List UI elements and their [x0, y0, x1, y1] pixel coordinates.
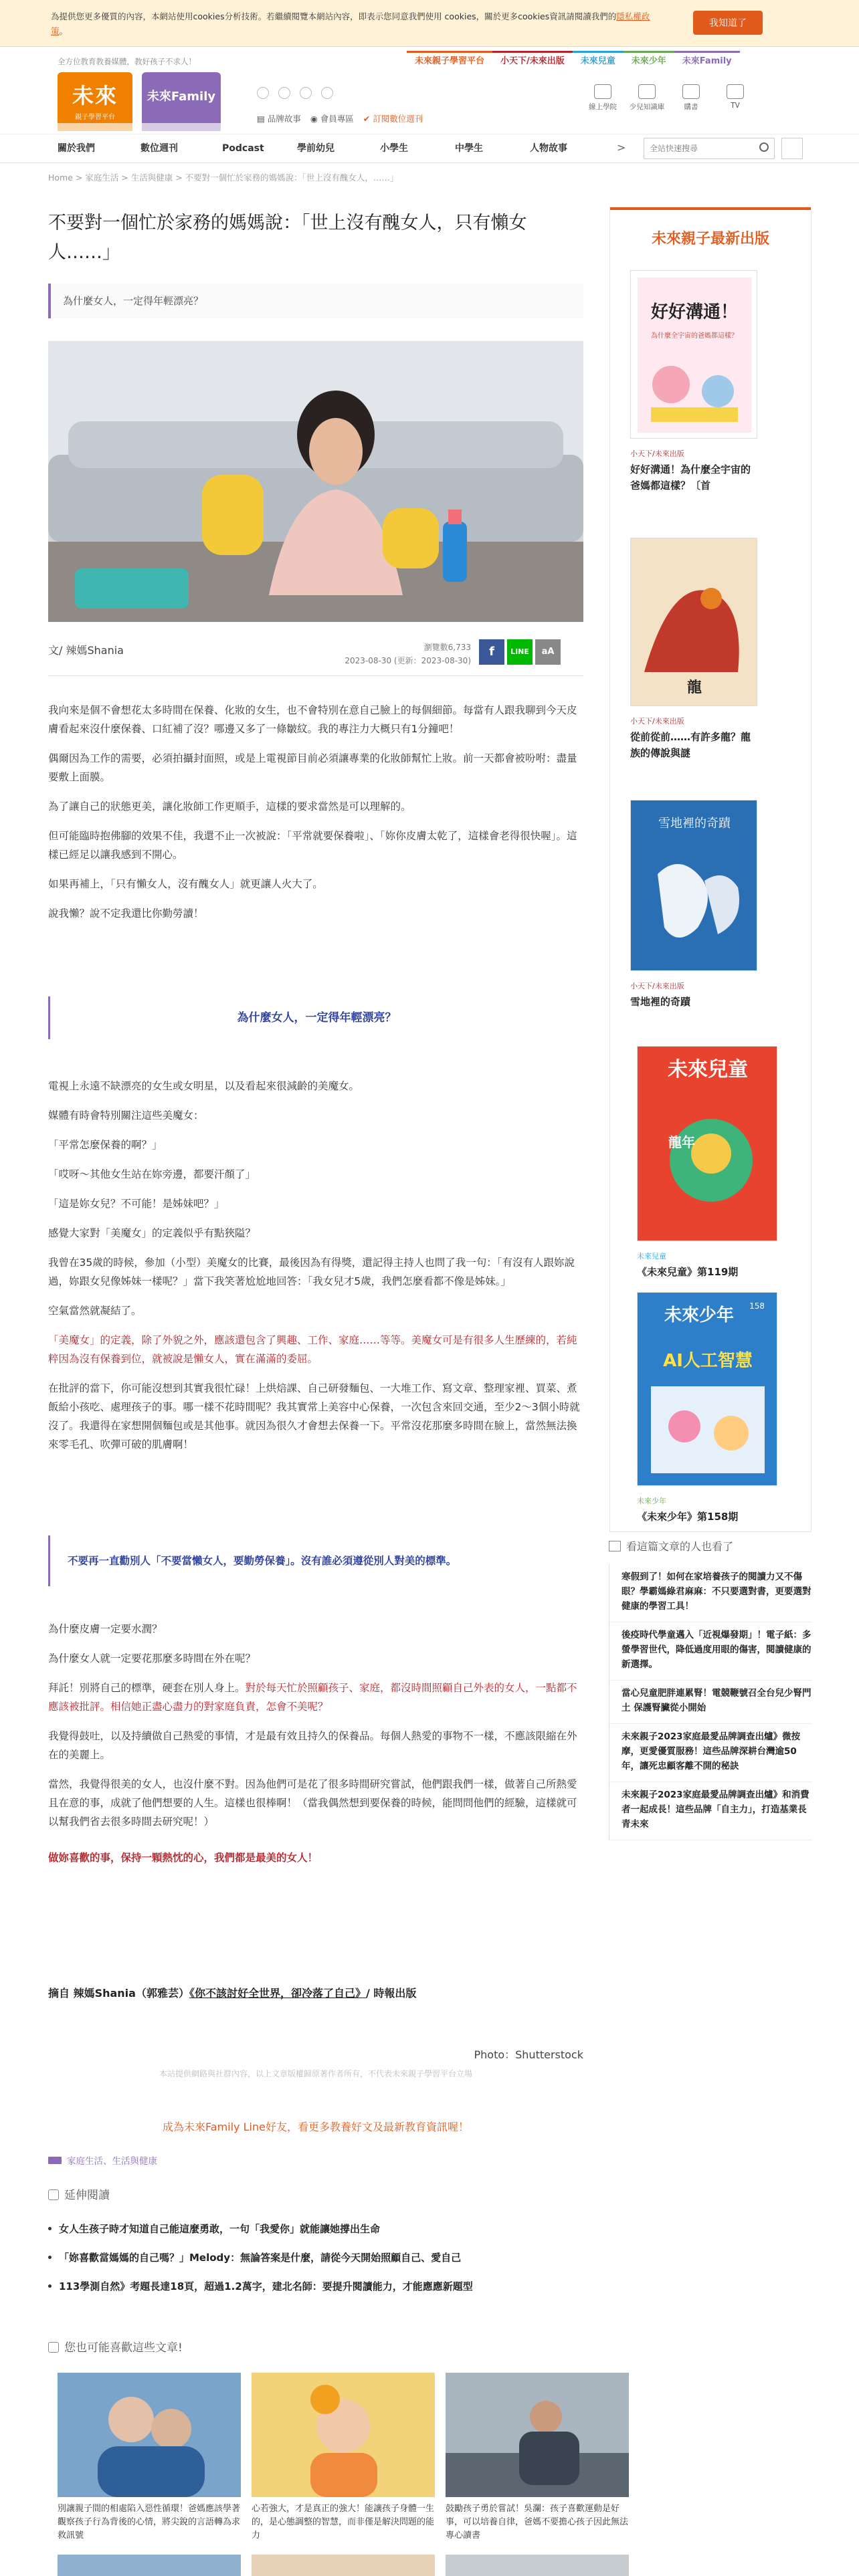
subscribe-link[interactable] [363, 112, 423, 124]
paragraph [48, 1679, 583, 1716]
line-friend-link[interactable]: 成為未來Family Line好友，看更多教養好文及最新教育資訊喔！ [163, 2121, 469, 2133]
privacy-policy-link[interactable]: 隱私權政策 [51, 11, 650, 36]
magazine2-issue: 158 [749, 1301, 765, 1311]
reader-icon [609, 1541, 621, 1551]
view-count: 瀏覽數6,733 [423, 643, 471, 652]
also-read-item[interactable]: 寒假到了！如何在家培養孩子的閱讀力又不傷眼？學霸媽綠君麻麻：不只要選對書，更要選對健康的學習工具！ [609, 1564, 812, 1622]
book-title: 從前從前……有許多龍？龍族的傳說與謎 [630, 731, 751, 759]
facebook-icon[interactable] [257, 87, 269, 99]
extended-reading-item[interactable]: 女人生孩子時才知道自己能這麼勇敢，一句「我愛你」就能讓她撐出生命 [48, 2222, 583, 2236]
extended-reading-item[interactable]: 「妳喜歡當媽媽的自己嗎？」Melody：無論答案是什麼，請從今天開始照顧自己、愛自己 [48, 2250, 583, 2264]
also-read-heading [609, 1538, 812, 1553]
recommend-card[interactable] [252, 2373, 435, 2543]
paragraph: 說我懶？說不定我還比你勤勞讀！ [48, 907, 204, 920]
also-read-item[interactable]: 未來親子2023家庭最愛品牌調查出爐》和消費者一起成長！這些品牌「自主力」，打造基業長青未來 [609, 1782, 812, 1840]
nav-item[interactable]: 小學生 [380, 143, 408, 154]
nav-item[interactable]: 學前幼兒 [297, 143, 335, 154]
card-image[interactable] [252, 2555, 435, 2576]
paragraph: 「平常怎麼保養的啊？」 [48, 1139, 163, 1151]
paragraph: 偶爾因為工作的需要，必須拍攝封面照，或是上電視節目前必須讓專業的化妝師幫忙上妝。前一天都會被吩咐：盡量要敷上面膜。 [48, 752, 577, 783]
service-link[interactable] [713, 84, 757, 112]
logo-subtext: 親子學習平台 [75, 114, 115, 121]
card-image [252, 2373, 435, 2497]
extended-heading-label: 延伸閱讀 [64, 2189, 110, 2202]
highlight-text: 對於每天忙於照顧孩子、家庭，都沒時間照顧自己外表的女人，一點都不應該被批評。相信她正盡心盡力的對家庭負責，怎會不美呢？ [48, 1682, 577, 1713]
extended-reading-heading [48, 2185, 110, 2202]
book-item[interactable] [630, 270, 757, 494]
cookie-suffix: 。 [59, 26, 68, 36]
accept-cookies-button[interactable]: 我知道了 [693, 11, 763, 35]
also-read-item[interactable]: 未來親子2023家庭最愛品牌調查出爐》微按摩，更愛優質服務！這些品牌深耕台灣逾50年，讓死忠顧客離不開的秘訣 [609, 1724, 812, 1782]
font-size-icon[interactable]: aA [535, 639, 561, 665]
recommend-heading-label: 您也可能喜歡這些文章! [64, 2341, 183, 2355]
site-slogan: 全方位教育教養媒體，教好孩子不求人！ [58, 57, 196, 66]
family-logo-underbar [142, 123, 221, 131]
book-item[interactable] [630, 800, 757, 1010]
book3-cover-title: 雪地裡的奇蹟 [658, 817, 731, 831]
facebook-share-icon[interactable]: f [479, 639, 504, 665]
recommend-heading [48, 2338, 183, 2355]
publish-date: 2023-08-30 (更新：2023-08-30) [345, 656, 471, 665]
book1-subtitle: 為什麼全宇宙的爸媽都這樣？ [651, 332, 738, 340]
recommend-card[interactable] [446, 2373, 629, 2543]
article-meta [325, 641, 471, 667]
pull-quote-2: 不要再一直勸別人「不要當懶女人，要勤勞保養」。沒有誰必須遵從別人對美的標準。 [48, 1535, 583, 1586]
book-cover [630, 800, 757, 971]
weilai-logo[interactable] [58, 72, 132, 123]
magazine1-topic: 龍年 [668, 1134, 695, 1150]
pull-quote-1: 為什麼女人，一定得年輕漂亮？ [48, 996, 583, 1039]
magazine2-topic: AI人工智慧 [663, 1351, 753, 1371]
nav-items [58, 134, 617, 163]
magazine-brand: 未來少年 [637, 1497, 666, 1505]
tv-icon [727, 84, 744, 99]
meta-divider [48, 675, 583, 676]
cookie-message: 為提供您更多優質的內容，本網站使用cookies分析技術。若繼續閱覽本網站內容，即表示您同意我們使用 cookies，關於更多cookies資訊請閱讀我們的 [51, 11, 617, 21]
nav-item[interactable]: 人物故事 [530, 143, 567, 154]
paragraph: 如果再補上，「只有懶女人，沒有醜女人」就更讓人火大了。 [48, 878, 323, 890]
brand-tab[interactable]: 未來少年 [624, 51, 674, 68]
search-input[interactable] [650, 142, 750, 155]
paragraph: 「哎呀～其他女生站在妳旁邊，都要汗顏了」 [48, 1168, 256, 1180]
main-nav [0, 134, 859, 163]
paragraph: 「這是妳女兒？不可能！是姊妹吧？」 [48, 1198, 225, 1210]
thumbs-icon [48, 2342, 59, 2353]
latest-publications-sidebar [610, 207, 811, 1531]
photo-credit: Photo：Shutterstock [474, 2048, 583, 2061]
also-read-item[interactable]: 當心兒童肥胖連累腎！電競鞭號召全台兒少腎門土 保護腎臟從小開始 [609, 1681, 812, 1724]
extended-reading-list [48, 2222, 583, 2308]
family-logo-text: 未來Family [147, 90, 216, 104]
magazine-cover [637, 1292, 777, 1486]
paragraph: 為了讓自己的狀態更美，讓化妝師工作更順手，這樣的要求當然是可以理解的。 [48, 800, 411, 813]
paragraph: 當然，我覺得很美的女人，也沒什麼不對。因為他們可是花了很多時間研究嘗試，他們跟我們一樣，做著自己所熱愛且在意的事，成就了他們想要的人生。這樣也很棒啊！（當我偶然想到要保養的時候，能問問他們的經驗，這樣就可以幫我們省去很多時間去研究呢！） [48, 1778, 577, 1828]
disclaimer: 本站提供網路與社群內容，以上文章版權歸原著作者所有，不代表未來親子學習平台立場 [159, 2069, 472, 2078]
subscribe-label: 訂閱數位週刊 [373, 114, 423, 124]
book-cover [630, 538, 757, 706]
logo-text: 未來 [72, 83, 118, 108]
paragraph: 空氣當然就凝結了。 [48, 1305, 142, 1317]
nav-item[interactable]: 數位週刊 [140, 143, 178, 154]
check-icon: ✔ [363, 114, 371, 124]
extended-reading-item[interactable]: 113學測自然》考題長達18頁，超過1.2萬字，建北名師：要提升閱讀能力，才能應應新題型 [48, 2279, 583, 2293]
article-body-part1 [48, 701, 583, 934]
book-publisher: 小天下/未來出版 [630, 982, 684, 990]
recommend-card[interactable] [58, 2373, 241, 2543]
card-image[interactable] [58, 2555, 241, 2576]
service-icons [581, 84, 757, 112]
article-author: 文/ 辣媽Shania [48, 644, 124, 657]
tag-links[interactable]: 家庭生活、生活與健康 [67, 2156, 157, 2167]
sidebar-heading: 未來親子最新出版 [651, 231, 769, 247]
academy-icon [594, 84, 611, 99]
family-logo[interactable] [142, 72, 221, 123]
service-link[interactable] [581, 84, 625, 112]
book-icon: ▤ [257, 114, 265, 124]
book-publisher: 小天下/未來出版 [630, 717, 684, 726]
magazine-brand: 未來兒童 [637, 1252, 666, 1261]
paragraph: 我覺得鼓吐，以及持續做自己熱愛的事情，才是最有效且持久的保養品。每個人熱愛的事物不一樣，不應該限縮在外在的美麗上。 [48, 1730, 577, 1761]
also-read-item[interactable]: 後疫時代學童邁入「近視爆發期」！電子紙：多螢學習世代，降低過度用眼的傷害，閱讀健康的新選擇。 [609, 1622, 812, 1681]
breadcrumb: Home > 家庭生活 > 生活與健康 > 不要對一個忙於家務的媽媽說：「世上沒有醜女人，……」 [48, 173, 399, 183]
service-link[interactable] [669, 84, 713, 112]
recommend-cards [58, 2373, 629, 2543]
youtube-icon[interactable] [300, 87, 312, 99]
service-link[interactable] [625, 84, 669, 112]
brand-story-label: 品牌故事 [267, 114, 301, 124]
card-caption: 別讓親子間的相處陷入惡性循環！爸媽應該學著觀察孩子行為背後的心情，將尖銳的言語轉為求救訊號 [58, 2504, 241, 2541]
card-caption: 心若強大，才是真正的強大！能讓孩子身體一生的，是心態調整的智慧，而非僅是解決問題的能力 [252, 2504, 435, 2541]
also-read-heading-label: 看這篇文章的人也看了 [626, 1540, 734, 1553]
magazine1-name: 未來兒童 [668, 1058, 748, 1081]
knowledge-icon [638, 84, 656, 99]
social-links [257, 87, 333, 99]
paragraph: 我曾在35歲的時候，參加（小型）美魔女的比賽，最後因為有得獎，還記得主持人也問了我一句：「有沒有人跟妳說過，妳跟女兒像姊妹一樣呢？」當下我笑著尬尬地回答：「我女兒才5歲，我們怎麼看都不像是姊妹。」 [48, 1257, 575, 1287]
article-lead: 為什麼女人，一定得年輕漂亮？ [48, 284, 583, 318]
cookie-banner [0, 0, 859, 47]
paragraph-text: 拜託！別將自己的標準，硬套在別人身上。 [48, 1682, 246, 1694]
book1-title: 好好溝通！ [650, 302, 739, 322]
search-box [644, 138, 775, 159]
nav-item[interactable]: Podcast [222, 143, 264, 154]
nav-item[interactable]: 中學生 [455, 143, 483, 154]
magazine-title: 《未來少年》第158期 [637, 1511, 739, 1523]
paragraph: 我向來是個不會想花太多時間在保養、化妝的女生，也不會特別在意自己臉上的每個細節。每當有人跟我聊到今天皮膚看起來沒什麼保養、口紅補了沒？哪邊又多了一條皺紋。我的專注力大概只有1分鐘吧！ [48, 704, 577, 735]
hero-image [48, 341, 583, 622]
source-publisher: / 時報出版 [365, 1987, 417, 2000]
service-label: 少兒知識庫 [629, 103, 665, 111]
magazine-title: 《未來兒童》第119期 [637, 1266, 739, 1278]
member-link[interactable] [310, 112, 354, 124]
paragraph: 但可能臨時抱佛腳的效果不佳，我還不止一次被說：「平常就要保養啦」、「妳你皮膚太乾了，這樣會老得很快喔」。這樣已經足以讓我感到不開心。 [48, 830, 577, 861]
service-label: 線上學院 [589, 103, 617, 111]
brand-tabs [407, 51, 740, 68]
paragraph: 感覺大家對「美魔女」的定義似乎有點狹隘？ [48, 1227, 256, 1239]
book-item[interactable] [630, 538, 757, 761]
source-book-link[interactable]: 《你不該討好全世界，卻冷落了自己》 [189, 1987, 366, 2000]
book-publisher: 小天下/未來出版 [630, 449, 684, 458]
also-read-list [609, 1564, 812, 1840]
paragraph: 媒體有時會特別關注這些美魔女： [48, 1109, 204, 1121]
paragraph: 在批評的當下，你可能沒想到其實我很忙碌！上烘焙課、自己研發麵包、一大堆工作、寫文章、整理家裡、買菜、煮飯給小孩吃、處理孩子的事。哪一樣不花時間呢？我其實常上美容中心保養，一次包含來回交通，至少2～3個小時就沒了。我還得在家想開個麵包或是其他事。就因為很久才會想去保養一下。平常沒花那麼多時間在臉上，當然無法換來零毛孔、吹彈可破的肌膚啊！ [48, 1382, 580, 1451]
service-label: TV [731, 102, 740, 110]
book-title: 雪地裡的奇蹟 [630, 996, 691, 1008]
instagram-icon[interactable] [321, 87, 333, 99]
shop-icon [682, 84, 700, 99]
tag-icon [48, 2157, 62, 2164]
line-icon[interactable] [278, 87, 290, 99]
card-image [58, 2373, 241, 2497]
search-icon[interactable] [759, 142, 769, 152]
paragraph: 為什麼女人就一定要花那麼多時間在外在呢？ [48, 1652, 256, 1665]
card-image[interactable] [446, 2555, 629, 2576]
magazine-item[interactable] [637, 1046, 777, 1280]
brand-tab[interactable]: 小天下/未來出版 [492, 51, 573, 68]
magazine-cover [637, 1046, 777, 1241]
magazine2-name: 未來少年 [664, 1305, 735, 1325]
nav-item[interactable]: 關於我們 [58, 143, 95, 154]
closing-line: 做妳喜歡的事，保持一顆熱忱的心，我們都是最美的女人！ [48, 1852, 318, 1864]
brand-tab[interactable]: 未來親子學習平台 [407, 51, 492, 68]
header-subnav [257, 112, 423, 124]
hero-photo [48, 341, 583, 622]
book-cover [630, 270, 757, 439]
also-read-sidebar [609, 1538, 812, 1840]
source-author: 摘自 辣媽Shania（郭雅芸） [48, 1987, 189, 2000]
link-icon [48, 2189, 59, 2200]
magazine-item[interactable] [637, 1292, 777, 1525]
paragraph: 為什麼皮膚一定要水潤？ [48, 1623, 163, 1635]
service-label: 購書 [684, 103, 698, 111]
highlight-paragraph: 「美魔女」的定義，除了外貌之外，應該還包含了興趣、工作、家庭……等等。美魔女可是有很多人生歷練的，若純粹因為沒有保養到位，就被說是懶女人，實在滿滿的委屈。 [48, 1334, 577, 1365]
logo-underbar [58, 123, 132, 131]
card-caption: 鼓勵孩子勇於嘗試！吳瀾：孩子喜歡運動是好事，可以培養自律，爸媽不要擔心孩子因此無法專心讀書 [446, 2504, 629, 2541]
share-buttons [479, 639, 561, 665]
article-body-part2 [48, 1077, 583, 1465]
brand-tab[interactable]: 未來兒童 [573, 51, 624, 68]
brand-tab[interactable]: 未來Family [674, 51, 740, 68]
book2-title: 龍 [686, 679, 702, 696]
nav-scroll-arrow-icon[interactable]: > [617, 141, 626, 154]
article-tags [48, 2153, 157, 2167]
article-body-part3 [48, 1620, 583, 1878]
sitemap-icon[interactable] [781, 138, 803, 159]
card-image [446, 2373, 629, 2497]
book-title: 好好溝通！為什麼全宇宙的爸媽都這樣？〔首 [630, 463, 751, 492]
brand-story-link[interactable] [257, 112, 301, 124]
user-icon: ◉ [310, 114, 318, 124]
line-share-icon[interactable]: LINE [507, 639, 533, 665]
source-credit [48, 1985, 416, 2000]
article-title: 不要對一個忙於家務的媽媽說：「世上沒有醜女人，只有懶女人……」 [48, 213, 527, 263]
member-label: 會員專區 [320, 114, 354, 124]
recommend-cards-row2 [58, 2555, 629, 2576]
paragraph: 電視上永遠不缺漂亮的女生或女明星，以及看起來很減齡的美魔女。 [48, 1080, 360, 1092]
cookie-text [51, 9, 653, 39]
